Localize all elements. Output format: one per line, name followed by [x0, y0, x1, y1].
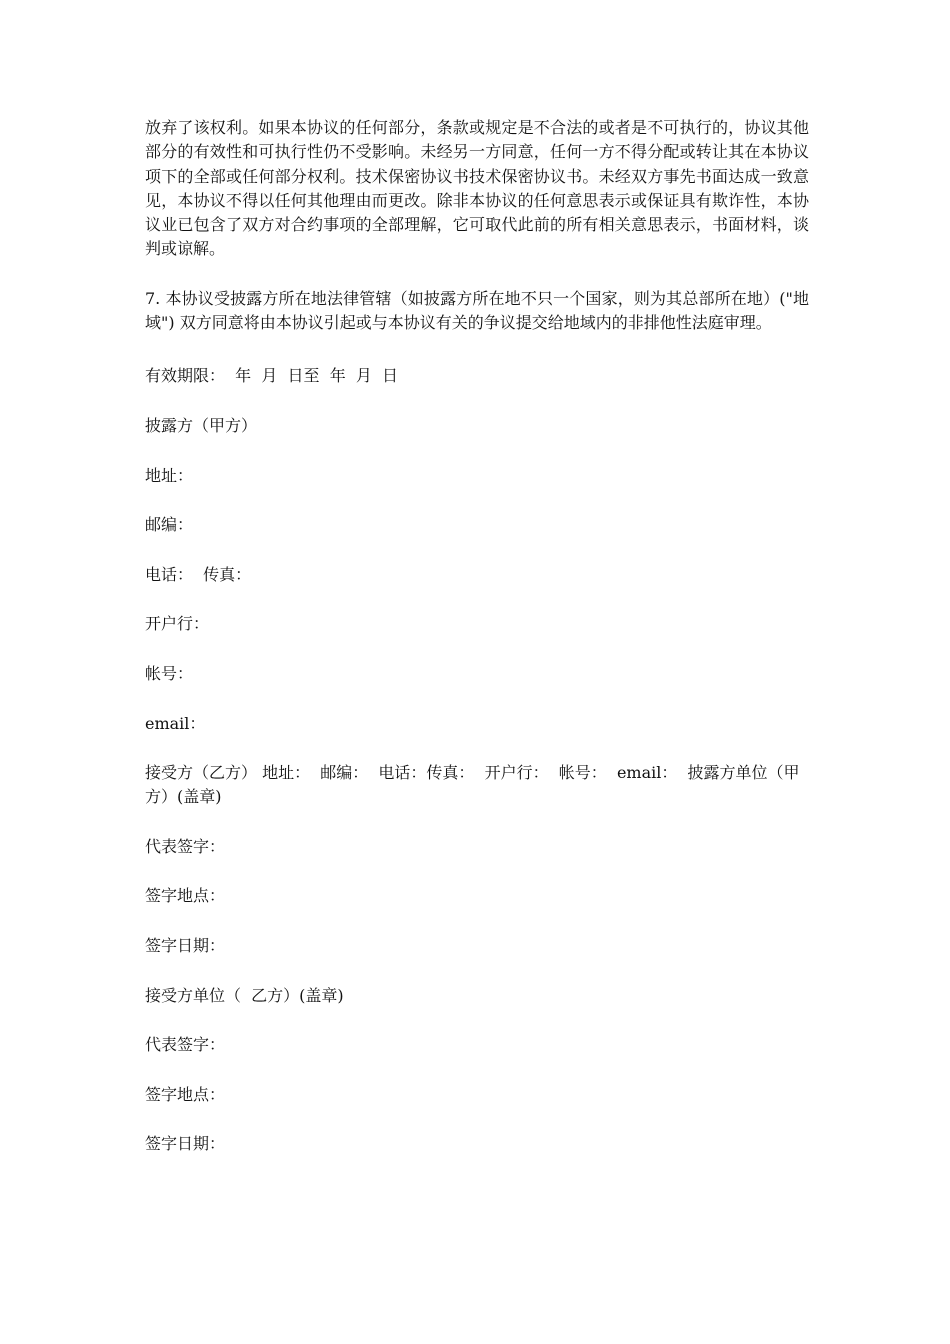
address-label: 地址： — [145, 465, 194, 485]
document-page — [145, 116, 809, 1156]
party-a-signing-place-label: 签字地点： — [145, 886, 226, 906]
clause-7-paragraph: 7. 本协议受披露方所在地法律管辖（如披露方所在地不只一个国家，则为其总部所在地）("地域") 双方同意将由本协议引起或与本协议有关的争议提交给地域内的非排他性法庭审理。 — [145, 288, 809, 333]
receiving-party-info-line: 接受方（乙方） 地址： 邮编： 电话：传真： 开户行： 帐号： email： 披露方单位（甲方）(盖章) — [145, 763, 800, 807]
email-label: email： — [145, 713, 206, 733]
signature-fields — [145, 364, 809, 1156]
party-b-representative-signature-label: 代表签字： — [145, 1035, 226, 1055]
account-number-label: 帐号： — [145, 663, 194, 683]
phone-fax-label: 电话： 传真： — [145, 564, 252, 584]
party-b-signing-place-label: 签字地点： — [145, 1084, 226, 1104]
bank-label: 开户行： — [145, 614, 210, 634]
party-b-signing-date-label: 签字日期： — [145, 1134, 226, 1154]
receiving-party-unit-heading: 接受方单位（ 乙方）(盖章) — [145, 985, 344, 1005]
party-a-signing-date-label: 签字日期： — [145, 935, 226, 955]
party-a-representative-signature-label: 代表签字： — [145, 836, 226, 856]
postcode-label: 邮编： — [145, 515, 194, 535]
validity-period-line: 有效期限： 年 月 日至 年 月 日 — [145, 366, 399, 386]
disclosing-party-heading: 披露方（甲方） — [145, 415, 258, 435]
clause-paragraph-continued: 放弃了该权利。如果本协议的任何部分，条款或规定是不合法的或者是不可执行的，协议其他部分的有效性和可执行性仍不受影响。未经另一方同意，任何一方不得分配或转让其在本协议项下的全部或任何部分权利。技术保密协议书技术保密协议书。未经双方事先书面达成一致意见，本协议不得以任何其他理由而更改。除非本协议的任何意思表示或保证具有欺诈性，本协议业已包含了双方对合约事项的全部理解，它可取代此前的所有相关意思表示，书面材料，谈判或谅解。 — [145, 118, 809, 259]
